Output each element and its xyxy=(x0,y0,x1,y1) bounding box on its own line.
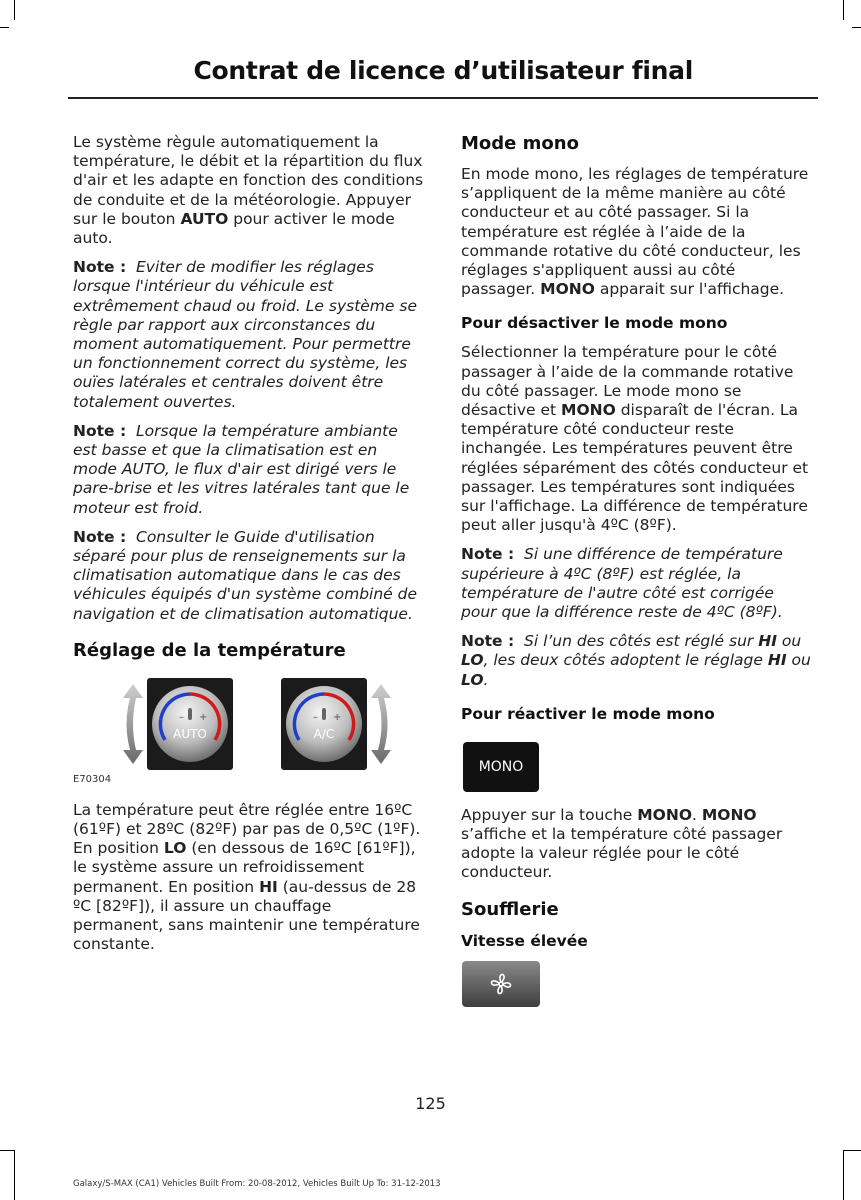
crop-mark xyxy=(843,1150,861,1151)
crop-mark xyxy=(843,0,844,20)
knob-label-auto: AUTO xyxy=(173,726,207,741)
left-column xyxy=(73,133,425,955)
subheading-fan-high: Vitesse élevée xyxy=(461,931,588,950)
note-text: Lorsque la température ambiante est basse et que la climatisation est en mode AUTO, le flux d'air est dirigé vers le pare-brise et les vitres latérales tant que le moteur est froid. xyxy=(73,421,410,517)
note-2 xyxy=(73,422,425,518)
mono-keyword: MONO xyxy=(561,401,616,420)
mono-keyword: MONO xyxy=(540,280,595,299)
crop-mark xyxy=(14,0,15,20)
note-3 xyxy=(73,528,425,624)
note-label: Note : xyxy=(73,258,127,277)
note-text: Si une différence de température supérieure à 4ºC (8ºF) est réglée, la température de l'autre côté est corrigée pour que la différence reste de 4ºC (8ºF). xyxy=(461,545,783,622)
thermometer-icon xyxy=(322,708,326,720)
section-heading-fan: Soufflerie xyxy=(461,898,559,920)
intro-paragraph xyxy=(73,133,425,248)
lo-keyword: LO xyxy=(461,651,484,670)
note-text: . xyxy=(483,670,489,689)
crop-mark xyxy=(843,1150,844,1200)
plus-sign: + xyxy=(199,711,208,723)
lo-keyword: LO xyxy=(163,839,187,858)
rotate-arrow-left-icon xyxy=(123,684,143,764)
intro-text-end: pour activer le mode auto. xyxy=(73,209,395,248)
temp-text: La température peut être réglée entre 16ºC (61ºF) et 28ºC (82ºF) par pas de 0,5ºC (1ºF). En position xyxy=(73,800,421,858)
section-heading-mono: Mode mono xyxy=(461,133,579,154)
page-title: Contrat de licence d’utilisateur final xyxy=(193,56,693,85)
hi-keyword: HI xyxy=(259,877,278,896)
fan-button xyxy=(462,961,540,1007)
note-label: Note : xyxy=(73,527,127,546)
hi-keyword: HI xyxy=(758,632,777,651)
thermometer-icon xyxy=(188,708,192,720)
temp-text: (au-dessus de 28 ºC [82ºF]), il assure un chauffage permanent, sans maintenir une température constante. xyxy=(73,877,420,954)
note-text: Eviter de modifier les réglages lorsque l'intérieur du véhicule est extrêmement chaud ou froid. Le système se règle par rapport aux circonstances du moment automatiquement. Pour permettre un fonctionnement correct du système, les ouïes latérales et centrales doivent être totalement ouvertes. xyxy=(73,258,417,411)
right-column xyxy=(461,133,813,1007)
footer-text: Galaxy/S-MAX (CA1) Vehicles Built From: 20-08-2012, Vehicles Built Up To: 31-12-2013 xyxy=(73,1179,441,1189)
note-text: ou xyxy=(786,651,811,670)
figure-code: E70304 xyxy=(73,773,112,785)
temp-text: (en dessous de 16ºC [61ºF]), le système assure un refroidissement permanent. En position xyxy=(73,839,416,896)
reactivate-text: Appuyer sur la touche xyxy=(461,805,638,824)
note-label: Note : xyxy=(73,421,127,440)
lo-keyword: LO xyxy=(461,670,484,689)
deactivate-text: disparaît de l'écran. La température côté conducteur reste inchangée. Les températures peuvent être réglées séparément des côtés conducteur et passager. Les températures sont indiquées sur l'affichage. La différence de température peut aller jusqu'à 4ºC (8ºF). xyxy=(461,401,809,535)
minus-sign: – xyxy=(179,711,184,723)
rotate-arrow-right-icon xyxy=(371,684,391,764)
minus-sign: – xyxy=(313,711,318,723)
reactivate-paragraph xyxy=(461,806,813,883)
knob-ac-icon xyxy=(286,686,362,762)
crop-mark xyxy=(852,27,861,28)
crop-mark xyxy=(0,1150,14,1151)
page-number: 125 xyxy=(415,1094,446,1113)
mono-keyword: MONO xyxy=(637,805,692,824)
note-text: Consulter le Guide d'utilisation séparé pour plus de renseignements sur la climatisation automatique dans le cas des véhicules équipés d'un système combiné de navigation et de climatisation automatique. xyxy=(73,527,417,623)
note-5 xyxy=(461,632,813,690)
note-4 xyxy=(461,545,813,622)
note-text: ou xyxy=(776,632,802,651)
knob-auto-icon xyxy=(152,686,228,762)
hi-keyword: HI xyxy=(767,651,787,670)
note-text: , les deux côtés adoptent le réglage xyxy=(483,651,768,670)
crop-mark xyxy=(0,27,9,28)
mono-text: apparait sur l'affichage. xyxy=(594,280,785,299)
section-heading-temperature: Réglage de la température xyxy=(73,639,346,661)
mono-keyword: MONO xyxy=(701,805,757,824)
knob-label-ac: A/C xyxy=(313,726,335,741)
note-label: Note : xyxy=(461,632,515,651)
intro-text: Le système règule automatiquement la température, le débit et la répartition du flux d'air et les adapte en fonction des conditions de conduite et de la météorologie. Appuyer sur le bouton xyxy=(73,133,424,228)
temperature-knobs-figure xyxy=(119,676,419,772)
mono-button-icon: MONO xyxy=(463,742,539,792)
reactivate-text: . xyxy=(692,805,702,824)
plus-sign: + xyxy=(333,711,342,723)
temperature-knobs-illustration xyxy=(119,676,419,772)
temperature-paragraph xyxy=(73,801,425,955)
reactivate-text: s’affiche et la température côté passager adopte la valeur réglée pour le côté conducteur. xyxy=(461,825,783,882)
subheading-reactivate-mono: Pour réactiver le mode mono xyxy=(461,704,715,723)
note-1 xyxy=(73,258,425,412)
auto-keyword: AUTO xyxy=(180,209,229,228)
subheading-deactivate-mono: Pour désactiver le mode mono xyxy=(461,314,728,333)
deactivate-text: Sélectionner la température pour le côté passager à l’aide de la commande rotative du côté passager. Le mode mono se désactive et xyxy=(461,343,794,420)
note-text: Si l’un des côtés est réglé sur xyxy=(524,632,759,651)
note-label: Note : xyxy=(461,545,515,564)
crop-mark xyxy=(14,1150,15,1200)
header-divider xyxy=(68,97,818,99)
mono-paragraph xyxy=(461,165,813,299)
deactivate-paragraph xyxy=(461,343,813,535)
fan-icon xyxy=(487,970,515,998)
mono-text: En mode mono, les réglages de température s’appliquent de la même manière au côté conducteur et au côté passager. Si la température est réglée à l’aide de la commande rotative du côté conducteur, les réglages s'appliquent aussi au côté passager. xyxy=(461,165,809,299)
